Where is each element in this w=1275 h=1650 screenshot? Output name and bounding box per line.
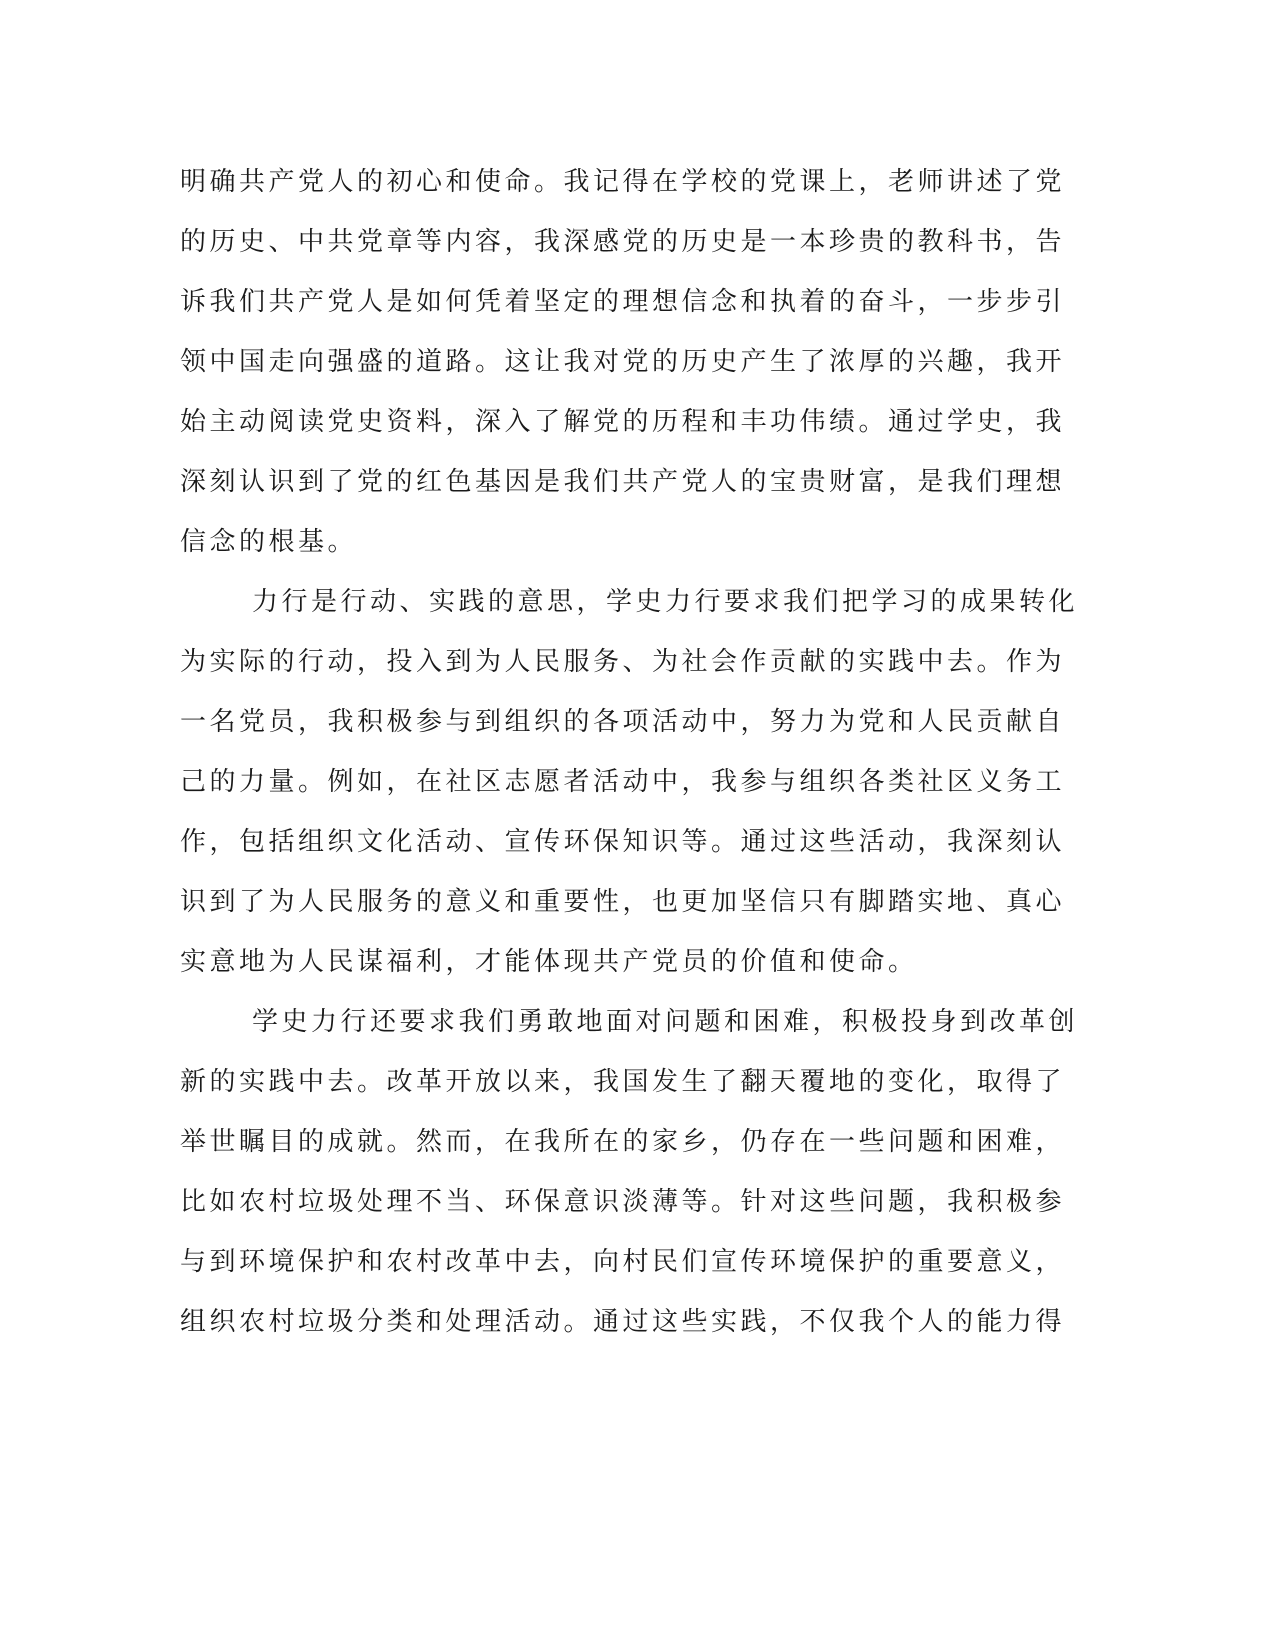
paragraph-3 <box>180 992 1079 1352</box>
paragraph-line: 诉我们共产党人是如何凭着坚定的理想信念和执着的奋斗，一步步引 <box>180 287 1066 317</box>
paragraph-line: 举世瞩目的成就。然而，在我所在的家乡，仍存在一些问题和困难， <box>180 1127 1066 1157</box>
paragraph-line: 新的实践中去。改革开放以来，我国发生了翻天覆地的变化，取得了 <box>180 1067 1066 1097</box>
paragraph-line: 实意地为人民谋福利，才能体现共产党员的价值和使命。 <box>180 947 918 977</box>
paragraph-line: 信念的根基。 <box>180 527 358 557</box>
paragraph-first-line: 学史力行还要求我们勇敢地面对问题和困难，积极投身到改革创 <box>252 1007 1079 1037</box>
paragraph-line: 深刻认识到了党的红色基因是我们共产党人的宝贵财富，是我们理想 <box>180 467 1066 497</box>
document-body <box>180 152 1079 1352</box>
paragraph-line: 始主动阅读党史资料，深入了解党的历程和丰功伟绩。通过学史，我 <box>180 407 1066 437</box>
paragraph-line: 明确共产党人的初心和使命。我记得在学校的党课上，老师讲述了党 <box>180 167 1066 197</box>
paragraph-first-line: 力行是行动、实践的意思，学史力行要求我们把学习的成果转化 <box>252 587 1079 617</box>
paragraph-line: 领中国走向强盛的道路。这让我对党的历史产生了浓厚的兴趣，我开 <box>180 347 1066 377</box>
paragraph-1 <box>180 152 1066 572</box>
paragraph-line: 组织农村垃圾分类和处理活动。通过这些实践，不仅我个人的能力得 <box>180 1307 1066 1337</box>
paragraph-line: 比如农村垃圾处理不当、环保意识淡薄等。针对这些问题，我积极参 <box>180 1187 1066 1217</box>
paragraph-2 <box>180 572 1079 992</box>
paragraph-line: 与到环境保护和农村改革中去，向村民们宣传环境保护的重要意义， <box>180 1247 1066 1277</box>
paragraph-line: 一名党员，我积极参与到组织的各项活动中，努力为党和人民贡献自 <box>180 707 1066 737</box>
paragraph-line: 作，包括组织文化活动、宣传环保知识等。通过这些活动，我深刻认 <box>180 827 1066 857</box>
paragraph-line: 识到了为人民服务的意义和重要性，也更加坚信只有脚踏实地、真心 <box>180 887 1066 917</box>
paragraph-line: 己的力量。例如，在社区志愿者活动中，我参与组织各类社区义务工 <box>180 767 1066 797</box>
paragraph-line: 为实际的行动，投入到为人民服务、为社会作贡献的实践中去。作为 <box>180 647 1066 677</box>
paragraph-line: 的历史、中共党章等内容，我深感党的历史是一本珍贵的教科书，告 <box>180 227 1066 257</box>
